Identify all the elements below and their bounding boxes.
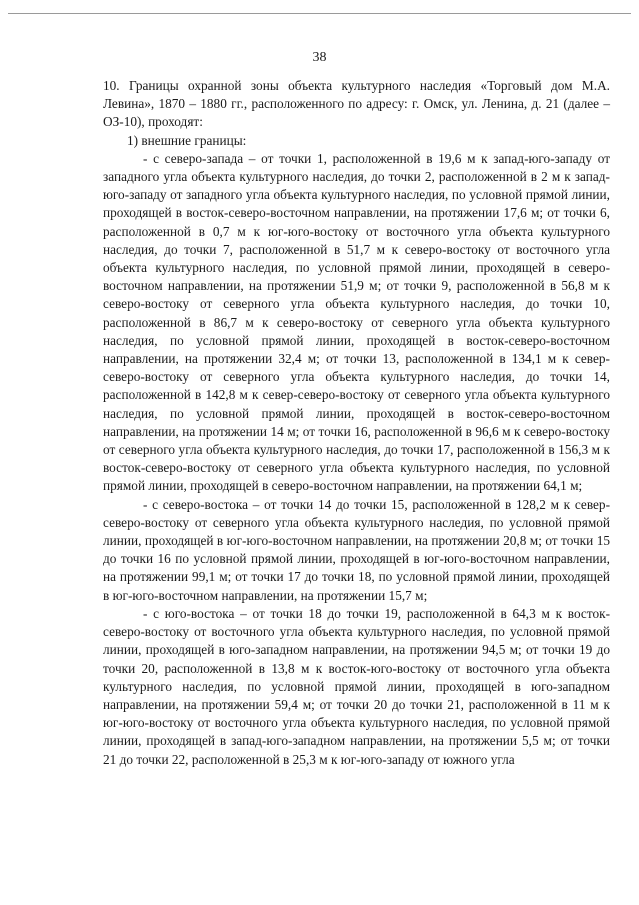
paragraph-northeast: - с северо-востока – от точки 14 до точки 15, расположенной в 128,2 м к север-северо-востоку от северного угла объекта культурного наследия, по условной прямой линии, проходящей в юг-юго-восточном направлении, на протяжении 20,8 м; от точки 15 до точки 16 по условной прямой линии, проходящей в юг-юго-восточном направлении, на протяжении 99,1 м; от точки 17 до точки 18, по условной прямой линии, проходящей в юг-юго-восточном направлении, на протяжении 15,7 м; [103,496,610,603]
paragraph-southeast: - с юго-востока – от точки 18 до точки 19, расположенной в 64,3 м к восток-северо-востоку от восточного угла объекта культурного наследия, по условной прямой линии, проходящей в юго-западном направлении, на протяжении 94,5 м; от точки 19 до точки 20, расположенной в 13,8 м к восток-юго-востоку от восточного угла объекта культурного наследия, по условной прямой линии, проходящей в юго-западном направлении, на протяжении 59,4 м; от точки 20 до точки 21, расположенной в 11 м к юг-юго-востоку от восточного угла объекта культурного наследия, по условной прямой линии, проходящей в запад-юго-западном направлении, на протяжении 5,5 м; от точки 21 до точки 22, расположенной в 25,3 м к юг-юго-западу от южного угла [103,605,610,767]
scan-top-edge-line [8,13,631,14]
page-number: 38 [312,50,327,65]
paragraph-northwest: - с северо-запада – от точки 1, расположенной в 19,6 м к запад-юго-западу от западного угла объекта культурного наследия, до точки 2, расположенной в 2 м к запад-юго-западу от западного угла объекта культурного наследия, по условной прямой линии, проходящей в восток-северо-восточном направлении, на протяжении 17,6 м; от точки 6, расположенной в 0,7 м к юг-юго-востоку от восточного угла объекта культурного наследия, до точки 7, расположенной в 51,7 м к северо-востоку от восточного угла объекта культурного наследия, по условной прямой линии, проходящей в северо-восточном направлении, на протяжении 51,9 м; от точки 9, расположенной в 56,8 м к северо-востоку от северного угла объекта культурного наследия, до точки 10, расположенной в 86,7 м к северо-востоку от северного угла объекта культурного наследия, по условной прямой линии, проходящей в восток-северо-восточном направлении, на протяжении 32,4 м; от точки 13, расположенной в 134,1 м к север-северо-востоку от северного угла объекта культурного наследия, до точки 14, расположенной в 142,8 м к север-северо-востоку от северного угла объекта культурного наследия, по условной прямой линии, проходящей в восток-северо-восточном направлении, на протяжении 14 м; от точки 16, расположенной в 96,6 м к северо-востоку от северного угла объекта культурного наследия, до точки 17, расположенной в 156,3 м к восток-северо-востоку от северного угла объекта культурного наследия, по условной прямой линии, проходящей в северо-восточном направлении, на протяжении 64,1 м; [103,150,610,494]
document-body [103,77,610,769]
section-title-paragraph: 10. Границы охранной зоны объекта культурного наследия «Торговый дом М.А. Левина», 1870 – 1880 гг., расположенного по адресу: г. Омск, ул. Ленина, д. 21 (далее – ОЗ-10), проходят: [103,78,610,130]
subheading-external-borders: 1) внешние границы: [127,132,247,148]
